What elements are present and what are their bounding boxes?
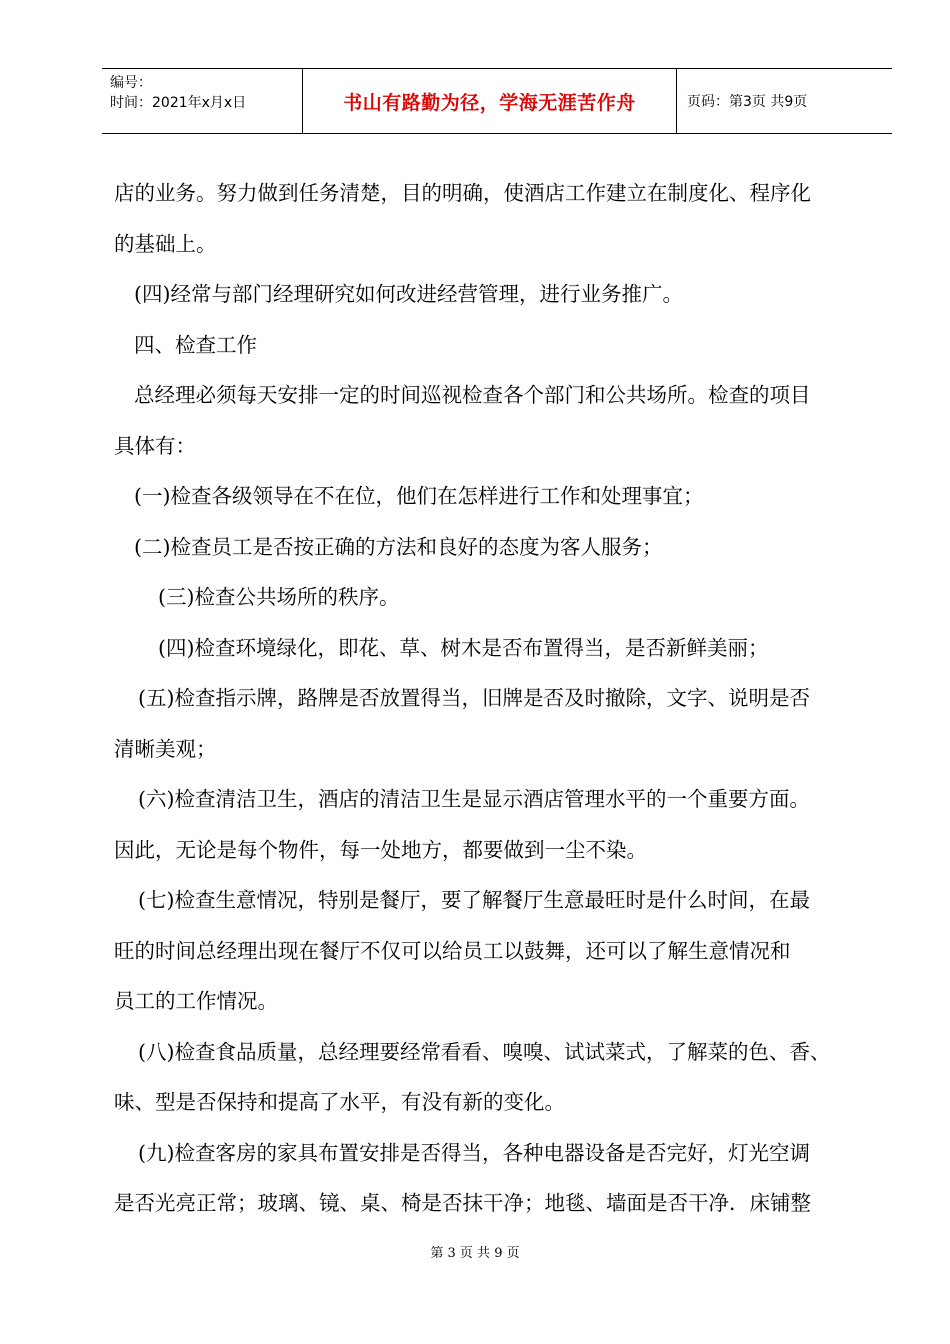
body-line: 是否光亮正常；玻璃、镜、桌、椅是否抹干净；地毯、墙面是否干净．床铺整: [114, 1191, 811, 1215]
list-item: (三)检查公共场所的秩序。: [158, 585, 400, 609]
body-line: 旺的时间总经理出现在餐厅不仅可以给员工以鼓舞，还可以了解生意情况和: [114, 938, 791, 963]
body-line: 清晰美观；: [114, 736, 217, 761]
body-line: (四)经常与部门经理研究如何改进经营管理，进行业务推广。: [134, 282, 683, 306]
body-line: 的基础上。: [114, 231, 217, 256]
section-heading: 四、检查工作: [134, 332, 257, 357]
list-item: (九)检查客房的家具布置安排是否得当，各种电器设备是否完好，灯光空调: [138, 1140, 810, 1165]
list-item: (一)检查各级领导在不在位，他们在怎样进行工作和处理事宜；: [134, 484, 704, 508]
body-line: 店的业务。努力做到任务清楚，目的明确，使酒店工作建立在制度化、程序化: [114, 181, 811, 205]
body-line: 总经理必须每天安排一定的时间巡视检查各个部门和公共场所。检查的项目: [134, 383, 811, 407]
body-line: 员工的工作情况。: [114, 989, 278, 1013]
body-line: 具体有：: [114, 433, 196, 458]
body-line: 味、型是否保持和提高了水平，有没有新的变化。: [114, 1090, 565, 1114]
list-item: (二)检查员工是否按正确的方法和良好的态度为客人服务；: [134, 534, 663, 559]
list-item: (五)检查指示牌，路牌是否放置得当，旧牌是否及时撤除，文字、说明是否: [138, 686, 810, 710]
header-motto: 书山有路勤为径，学海无涯苦作舟: [303, 69, 677, 133]
header-page-label: 页码：第3页 共9页: [687, 94, 808, 110]
page-header: [102, 68, 892, 134]
time-label: 时间：2021年x月x日: [110, 95, 247, 111]
body-line: 因此，无论是每个物件，每一处地方，都要做到一尘不染。: [114, 837, 647, 862]
list-item: (四)检查环境绿化，即花、草、树木是否布置得当，是否新鲜美丽；: [158, 635, 769, 660]
document-body: [114, 168, 892, 1229]
list-item: (八)检查食品质量，总经理要经常看看、嗅嗅、试试菜式，了解菜的色、香、: [138, 1039, 831, 1064]
list-item: (七)检查生意情况，特别是餐厅，要了解餐厅生意最旺时是什么时间，在最: [138, 888, 810, 912]
page-footer: 第 3 页 共 9 页: [430, 1246, 520, 1261]
header-meta: [102, 69, 303, 133]
list-item: (六)检查清洁卫生，酒店的清洁卫生是显示酒店管理水平的一个重要方面。: [138, 787, 810, 811]
number-label: 编号：: [110, 75, 152, 91]
